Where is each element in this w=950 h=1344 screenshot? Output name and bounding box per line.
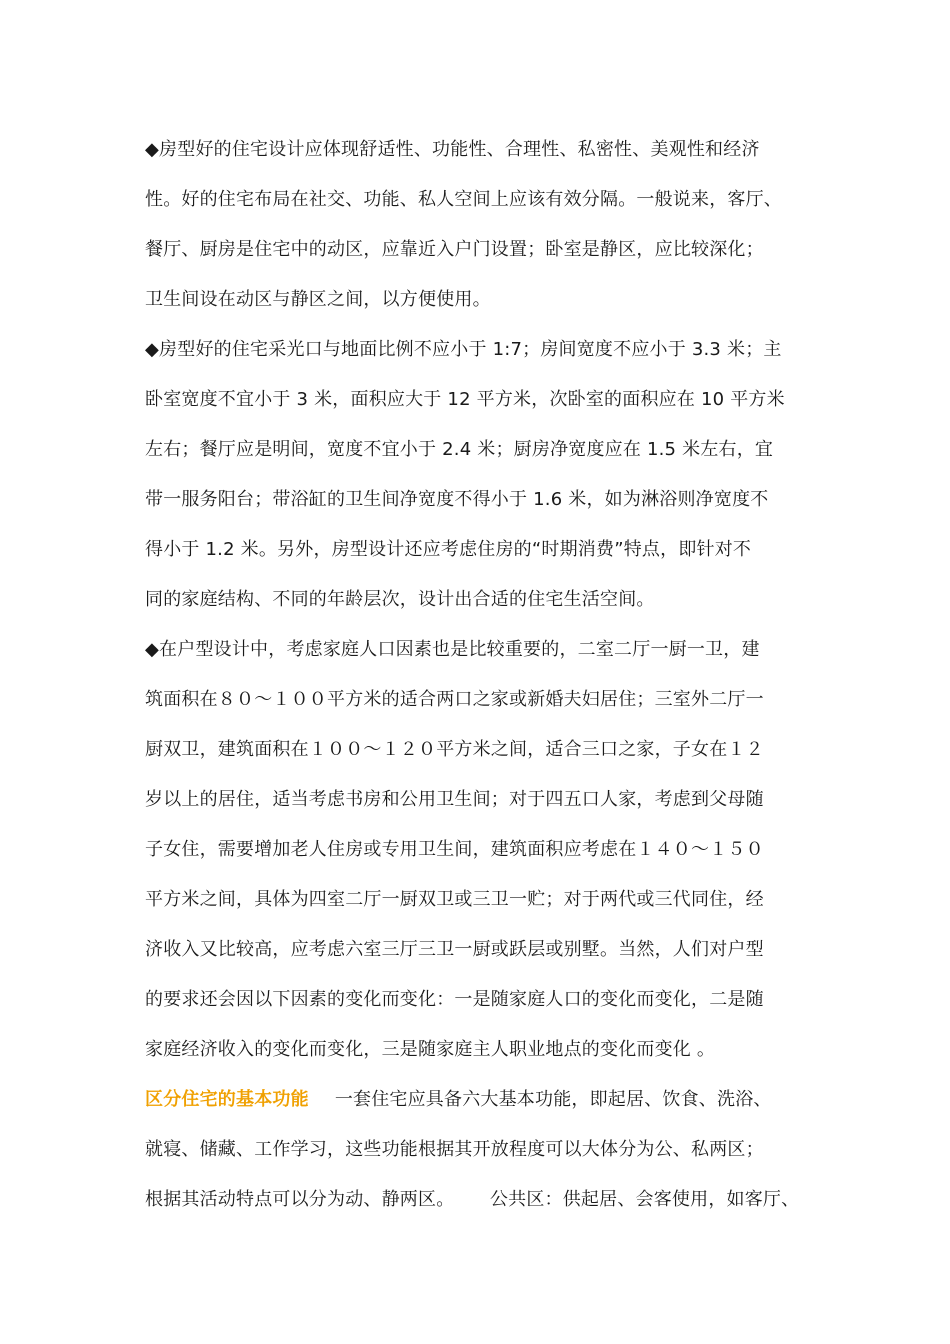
section-text: 一套住宅应具备六大基本功能，即起居、饮食、洗浴、 [334,1089,772,1110]
paragraph-line: 岁以上的居住，适当考虑书房和公用卫生间；对于四五口人家，考虑到父母随 [145,789,764,810]
paragraph-line: 卫生间设在动区与静区之间，以方便使用。 [145,289,491,310]
paragraph-line: 根据其活动特点可以分为动、静两区。 公共区：供起居、会客使用，如客厅、 [145,1189,800,1210]
paragraph-line: 得小于 1.2 米。另外，房型设计还应考虑住房的“时期消费”特点，即针对不 [145,539,752,560]
section-heading: 区分住宅的基本功能 [145,1089,309,1110]
paragraph-line: 性。好的住宅布局在社交、功能、私人空间上应该有效分隔。一般说来，客厅、 [145,189,782,210]
paragraph-line: ◆在户型设计中，考虑家庭人口因素也是比较重要的，二室二厅一厨一卫，建 [145,639,760,660]
paragraph-line: 同的家庭结构、不同的年龄层次，设计出合适的住宅生活空间。 [145,589,655,610]
paragraph-line: 子女住，需要增加老人住房或专用卫生间，建筑面积应考虑在１４０～１５０ [145,839,764,860]
paragraph-line: 平方米之间，具体为四室二厅一厨双卫或三卫一贮；对于两代或三代同住，经 [145,889,764,910]
paragraph-line: ◆房型好的住宅采光口与地面比例不应小于 1:7；房间宽度不应小于 3.3 米；主 [145,339,782,360]
paragraph-line: 济收入又比较高，应考虑六室三厅三卫一厨或跃层或别墅。当然，人们对户型 [145,939,764,960]
paragraph-line: 筑面积在８０～１００平方米的适合两口之家或新婚夫妇居住；三室外二厅一 [145,689,764,710]
paragraph-line: 带一服务阳台；带浴缸的卫生间净宽度不得小于 1.6 米，如为淋浴则净宽度不 [145,489,769,510]
paragraph-line: 餐厅、厨房是住宅中的动区，应靠近入户门设置；卧室是静区，应比较深化； [145,239,764,260]
paragraph-line: 左右；餐厅应是明间，宽度不宜小于 2.4 米；厨房净宽度应在 1.5 米左右，宜 [145,439,774,460]
paragraph-line: 卧室宽度不宜小于 3 米，面积应大于 12 平方米，次卧室的面积应在 10 平方米 [145,389,785,410]
paragraph-line: 就寝、储藏、工作学习，这些功能根据其开放程度可以大体分为公、私两区； [145,1139,764,1160]
paragraph-line: 厨双卫，建筑面积在１００～１２０平方米之间，适合三口之家，子女在１２ [145,739,764,760]
section-first-line [145,1088,772,1112]
paragraph-line: 的要求还会因以下因素的变化而变化：一是随家庭人口的变化而变化，二是随 [145,989,764,1010]
paragraph-line: 家庭经济收入的变化而变化，三是随家庭主人职业地点的变化而变化 。 [145,1039,716,1060]
paragraph-line: ◆房型好的住宅设计应体现舒适性、功能性、合理性、私密性、美观性和经济 [145,139,760,160]
